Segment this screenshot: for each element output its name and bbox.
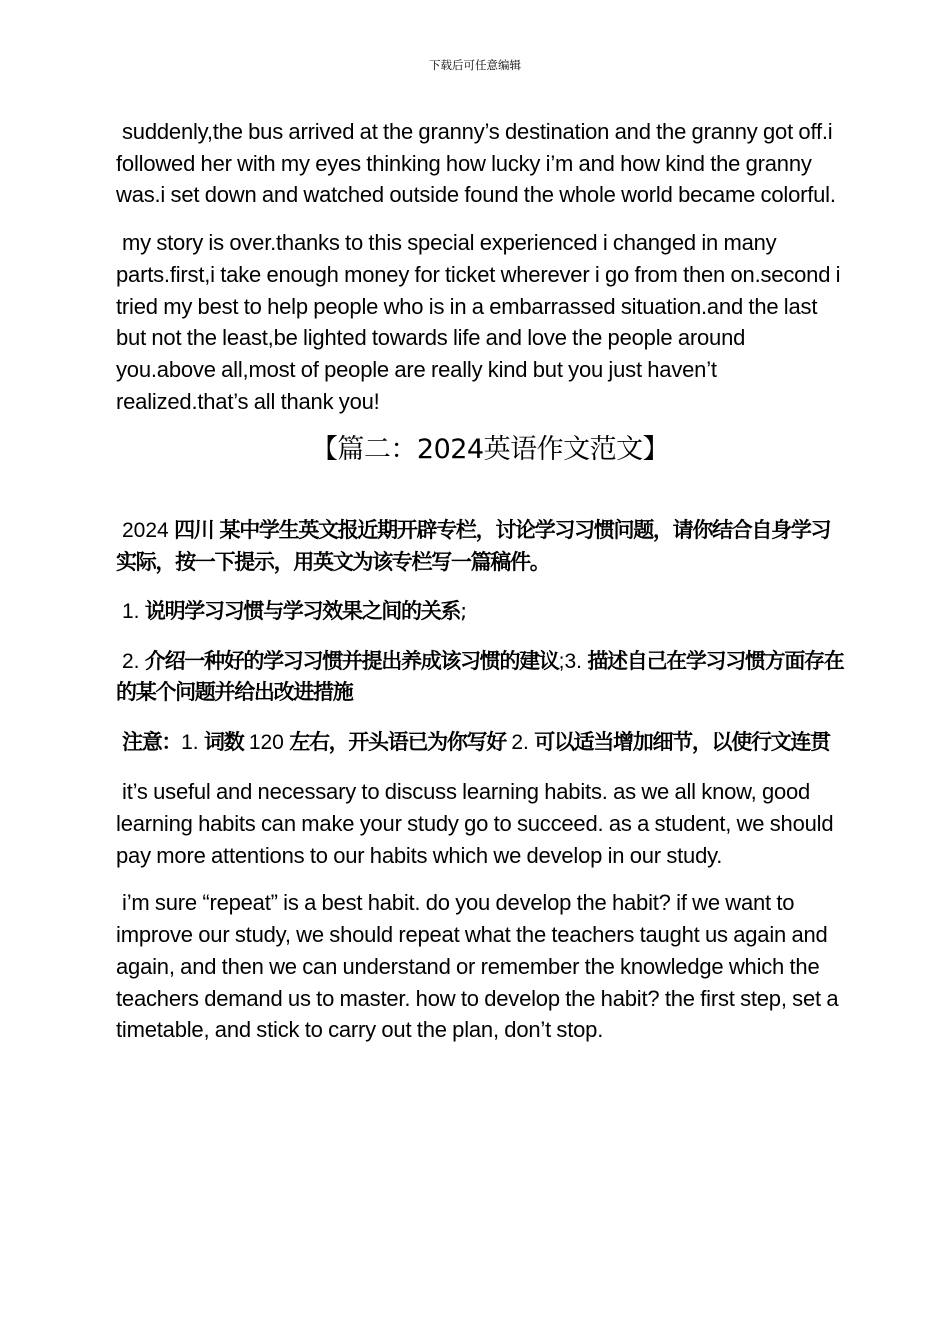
- prompt-item-2-3: [116, 646, 844, 709]
- paragraph-learning-habits: it’s useful and necessary to discuss learning habits. as we all know, good learning habits can make your study go to succeed. as a student, we should pay more attentions to our habits which we develop in our study.: [116, 779, 834, 868]
- prompt-item-2-number: 2.: [122, 649, 140, 673]
- prompt-item-1-end: ;: [460, 599, 466, 624]
- note-2-number: 2.: [511, 730, 529, 754]
- prompt-item-1-text: 说明学习习惯与学习效果之间的关系: [144, 599, 461, 624]
- section-title: 【篇二：2024英语作文范文】: [310, 434, 670, 466]
- note-1-word-count: 120: [248, 730, 284, 754]
- prompt-item-3-text: 描述自己在学习习惯方面存在的某个问题并给出改进措施: [116, 648, 844, 705]
- note-1-text: 左右，开头语已为你写好: [289, 729, 506, 754]
- prompt-item-2-text: 介绍一种好的学习习惯并提出养成该习惯的建议: [144, 648, 559, 673]
- prompt-note: [116, 727, 844, 759]
- prompt-item-1-number: 1.: [122, 600, 140, 624]
- page-header: 下载后可任意编辑: [429, 58, 521, 72]
- prompt-item-1: [116, 596, 844, 628]
- paragraph-repeat-habit: i’m sure “repeat” is a best habit. do you develop the habit? if we want to improve our study, we should repeat what the teachers taught us again and again, and then we can understand or remember the knowledge which the teachers demand us to master. how to develop the habit? the first step, set a timetable, and stick to carry out the plan, don’t stop.: [116, 890, 839, 1043]
- prompt-intro: [116, 515, 844, 578]
- note-1-word-count-label: 词数: [204, 729, 244, 754]
- note-2-text: 可以适当增加细节，以使行文连贯: [534, 729, 830, 754]
- paragraph-bus-arrival: suddenly,the bus arrived at the granny’s destination and the granny got off.i followed her with my eyes thinking how lucky i’m and how kind the granny was.i set down and watched outside found the whole world became colorful.: [116, 119, 836, 208]
- prompt-intro-text: 四川 某中学生英文报近期开辟专栏，讨论学习习惯问题，请你结合自身学习实际，按一下提示，用英文为该专栏写一篇稿件。: [116, 518, 831, 574]
- note-label: 注意：: [122, 729, 182, 754]
- prompt-item-3-number: ;3.: [558, 649, 582, 673]
- prompt-year: 2024: [122, 519, 169, 543]
- paragraph-story-over: my story is over.thanks to this special experienced i changed in many parts.first,i take enough money for ticket wherever i go from then on.second i tried my best to help people who is in a embarrassed situation.and the last but not the least,be lighted towards life and love the people around you.above all,most of people are really kind but you just haven’t realized.that’s all thank you!: [116, 230, 841, 414]
- document-body: [116, 116, 844, 1062]
- note-1-number: 1.: [181, 730, 199, 754]
